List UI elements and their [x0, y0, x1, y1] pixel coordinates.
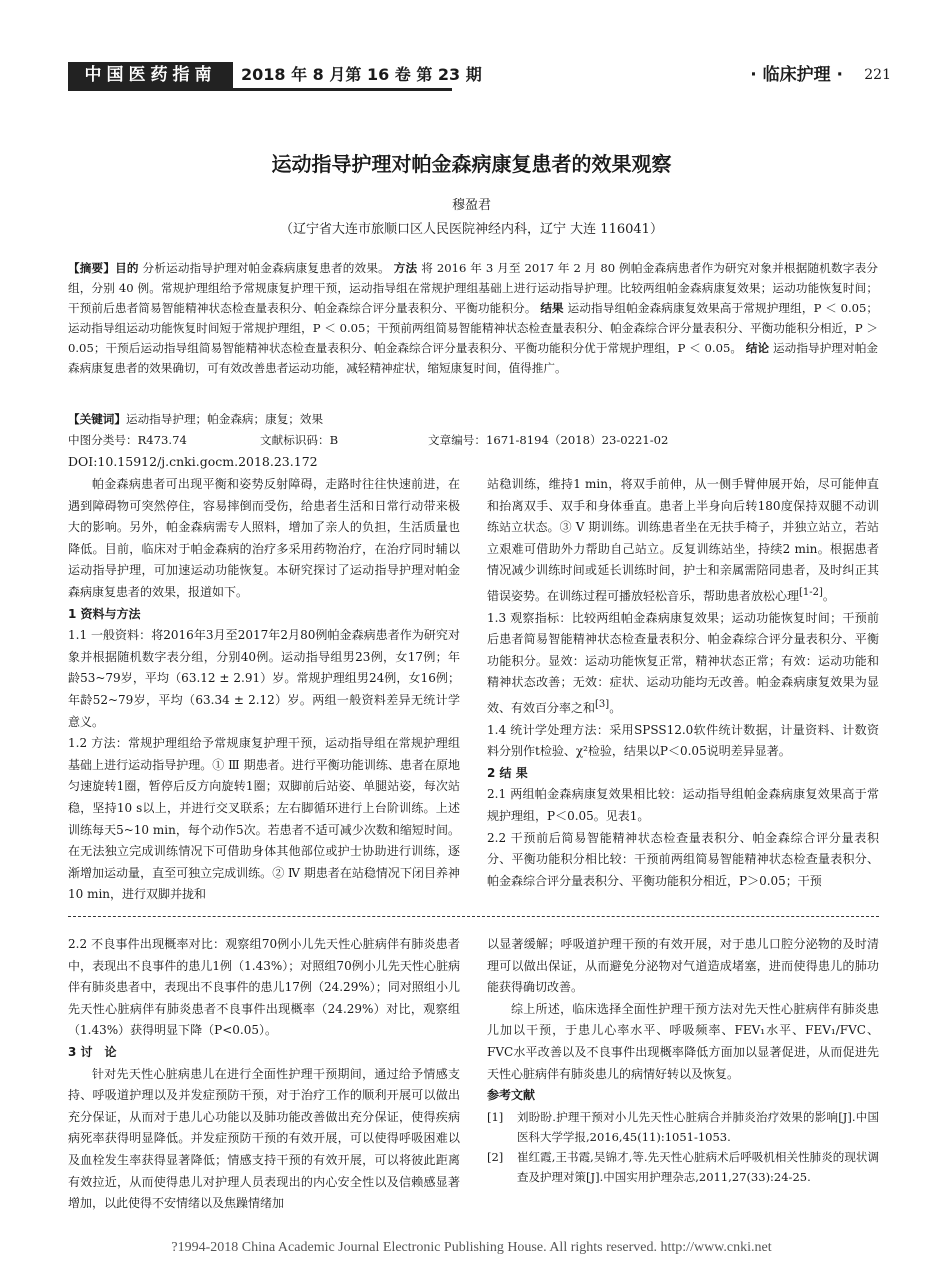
article-number: 文章编号：1671-8194（2018）23-0221-02: [428, 433, 669, 447]
abstract-conclusion-label: 结论: [745, 341, 770, 355]
document-code: 文献标识码：B: [260, 433, 339, 447]
paragraph-text: 站稳训练，维持1 min，将双手前伸，从一侧手臂伸展开始，尽可能伸直和抬离双手、双手和身体垂直。患者上半身向后转180度保持双腿不动训练站立状态。③ Ⅴ 期训练。训练患者坐在无扶手椅子，并独立站立，若站立艰难可借助外力帮助自己站立。反复训练站坐，持续2 min。根据患者情况减少训练时间或延长训练时间，护士和亲属需陪同患者，及时纠正其错误姿势。在训练过程可播放轻松音乐，帮助患者放松心理: [487, 477, 879, 603]
paragraph: 1.2 方法：常规护理组给予常规康复护理干预，运动指导组在常规护理组基础上进行运动指导护理。① Ⅲ 期患者。进行平衡功能训练、患者在原地匀速旋转1圈，暂停后反方向旋转1圈；双脚前后站姿、单腿站姿，每次站稳，坚持10 s以上，并进行交叉联系；左右脚循环进行上台阶训练。上述训练每天5~10 min，每个动作5次。若患者不适可减少次数和缩短时间。在无法独立完成训练情况下可借助身体其他部位或护士协助进行训练，逐渐增加运动量，直至可独立完成训练。② Ⅳ 期患者在站稳情况下闭目养神10 min，进行双脚并拢和: [68, 736, 460, 902]
citation: [3]: [595, 698, 610, 710]
section-name: · 临床护理 ·: [750, 65, 843, 85]
section-heading: 2 结 果: [487, 765, 528, 780]
paragraph: 2.2 不良事件出现概率对比：观察组70例小儿先天性心脏病伴有肺炎患者中，表现出不良事件的患儿1例（1.43%）；对照组70例小儿先天性心脏病伴有肺炎患者中，表现出不良事件的患儿17例（24.29%）；同对照组小儿先天性心脏病伴有肺炎患者不良事件出现概率（24.29%）对比，观察组（1.43%）获得明显下降（P<0.05）。: [68, 937, 460, 1038]
column-right-bottom: [487, 934, 879, 1187]
journal-name: 中国医药指南: [68, 62, 233, 88]
keywords: [68, 409, 878, 429]
author: 穆盈君: [451, 198, 491, 213]
paragraph: 1.1 一般资料：将2016年3月至2017年2月80例帕金森病患者作为研究对象并根据随机数字表分组，分别40例。运动指导组男23例，女17例；年龄53~79岁，平均（63.12 ± 2.91）岁。常规护理组男24例，女16例；年龄52~79岁，平均（63.34 ± 2.12）岁。两组一般资料差异无统计学意义。: [68, 628, 460, 729]
paragraph: [487, 608, 879, 720]
paragraph: 针对先天性心脏病患儿在进行全面性护理干预期间，通过给予情感支持、呼吸道护理以及并发症预防干预，对于治疗工作的顺利开展可以做出充分保证，从而对于患儿心功能以及肺功能改善做出充分保证，使得疾病病死率获得明显降低。并发症预防干预的有效开展，可以使得呼吸困难以及血栓发生率获得显著降低；情感支持干预的有效开展，可以将彼此距离有效拉近，从而使得患儿对护理人员表现出的内心安全性以及信赖感显著增加，以此使得不安情绪以及焦躁情绪加: [68, 1066, 460, 1211]
paragraph-end: 。: [609, 700, 622, 715]
paragraph-end: 。: [822, 588, 835, 603]
reference-item: [487, 1107, 879, 1147]
keywords-label: 【关键词】: [68, 412, 126, 426]
paragraph: 综上所述，临床选择全面性护理干预方法对先天性心脏病伴有肺炎患儿加以干预，于患儿心率水平、呼吸频率、FEV₁水平、FEV₁/FVC、FVC水平改善以及不良事件出现概率降低方面加以显著促进，从而促进先天性心脏病伴有肺炎患儿的病情好转以及恢复。: [487, 1001, 879, 1081]
copyright-footer: ?1994-2018 China Academic Journal Electronic Publishing House. All rights reserved. http://www.cnki.net: [171, 1240, 772, 1255]
paragraph-text: 1.3 观察指标：比较两组帕金森病康复效果；运动功能恢复时间；干预前后患者简易智能精神状态检查量表积分、帕金森综合评分量表积分、平衡功能积分。显效：运动功能恢复正常，精神状态正常；有效：运动功能和精神状态改善；无效：症状、运动功能均无改善。帕金森病康复效果为显效、有效百分率之和: [487, 610, 879, 715]
abstract-label: 【摘要】: [68, 261, 116, 275]
references-heading: 参考文献: [487, 1088, 536, 1103]
reference-text: 刘盼盼.护理干预对小儿先天性心脏病合并肺炎治疗效果的影响[J].中国医科大学学报,2016,45(11):1051-1053.: [517, 1109, 879, 1144]
clc-number: 中图分类号：R473.74: [68, 433, 187, 447]
citation: [1-2]: [799, 586, 823, 598]
paragraph: 以显著缓解；呼吸道护理干预的有效开展，对于患儿口腔分泌物的及时清理可以做出保证，从而避免分泌物对气道造成堵塞，进而使得患儿的肺功能获得确切改善。: [487, 937, 879, 995]
column-left-top: [68, 474, 460, 906]
abstract-objective: 分析运动指导护理对帕金森病康复患者的效果。: [142, 261, 390, 275]
affiliation: （辽宁省大连市旅顺口区人民医院神经内科，辽宁 大连 116041）: [280, 222, 663, 237]
reference-number: [1]: [487, 1109, 504, 1124]
abstract-result: 运动指导组帕金森病康复效果高于常规护理组，P ＜ 0.05；运动指导组运动功能恢复时间短于常规护理组，P ＜ 0.05；干预前两组简易智能精神状态检查量表积分、帕金森综合评分量表积分、平衡功能积分相近，P ＞ 0.05；干预后运动指导组简易智能精神状态检查量表积分、帕金森综合评分量表积分、平衡功能积分优于常规护理组，P ＜ 0.05。: [68, 301, 878, 355]
abstract-result-label: 结果: [540, 301, 564, 315]
paragraph: 2.2 干预前后简易智能精神状态检查量表积分、帕金森综合评分量表积分、平衡功能积分相比较：干预前两组简易智能精神状态检查量表积分、帕金森综合评分量表积分、平衡功能积分相近，P＞0.05；干预: [487, 830, 879, 888]
dashed-divider: [68, 916, 879, 917]
page-number: 221: [864, 67, 891, 83]
issue-info: 2018 年 8 月第 16 卷 第 23 期: [241, 65, 482, 84]
paragraph: [487, 474, 879, 608]
header-rule: [68, 88, 452, 91]
paragraph: 1.4 统计学处理方法：采用SPSS12.0软件统计数据，计量资料、计数资料分别作t检验、χ²检验，结果以P＜0.05说明差异显著。: [487, 722, 879, 759]
abstract-objective-label: 目的: [115, 261, 139, 275]
paragraph: 帕金森病患者可出现平衡和姿势反射障碍，走路时往往快速前进，在遇到障碍物可突然停住，容易摔倒而受伤，给患者生活和日常行动带来极大的影响。另外，帕金森病需专人照料，增加了亲人的负担，生活质量也降低。目前，临床对于帕金森病的治疗多采用药物治疗，在治疗同时辅以运动指导护理，可加速运动功能恢复。本研究探讨了运动指导护理对帕金森病康复患者的效果，报道如下。: [68, 477, 460, 599]
column-left-bottom: [68, 934, 460, 1215]
article-title: 运动指导护理对帕金森病康复患者的效果观察: [271, 152, 672, 176]
doi: DOI:10.15912/j.cnki.gocm.2018.23.172: [68, 454, 318, 469]
section-heading: 3 讨 论: [68, 1044, 117, 1059]
reference-text: 崔红霞,王书霞,吴锦才,等.先天性心脏病术后呼吸机相关性肺炎的现状调查及护理对策[J].中国实用护理杂志,2011,27(33):24-25.: [517, 1149, 879, 1184]
reference-item: [487, 1147, 879, 1187]
page-header: [68, 62, 891, 88]
section-heading: 1 资料与方法: [68, 606, 141, 621]
keywords-text: 运动指导护理；帕金森病；康复；效果: [125, 412, 324, 426]
column-right-top: [487, 474, 879, 892]
abstract-conclusion: 运动指导护理对帕金森病康复患者的效果确切，可有效改善患者运动功能，减轻精神症状，缩短康复时间，值得推广。: [68, 341, 878, 375]
abstract-method: 将 2016 年 3 月至 2017 年 2 月 80 例帕金森病患者作为研究对象并根据随机数字表分组，分别 40 例。常规护理组给予常规康复护理干预，运动指导组在常规护理组基础上进行运动指导护理。比较两组帕金森病康复效果；运动功能恢复时间；干预前后患者简易智能精神状态检查量表积分、帕金森综合评分量表积分、平衡功能积分。: [68, 261, 878, 315]
paragraph: 2.1 两组帕金森病康复效果相比较：运动指导组帕金森病康复效果高于常规护理组，P＜0.05。见表1。: [487, 787, 879, 823]
abstract-method-label: 方法: [393, 261, 418, 275]
abstract: [68, 258, 878, 378]
reference-number: [2]: [487, 1149, 504, 1164]
